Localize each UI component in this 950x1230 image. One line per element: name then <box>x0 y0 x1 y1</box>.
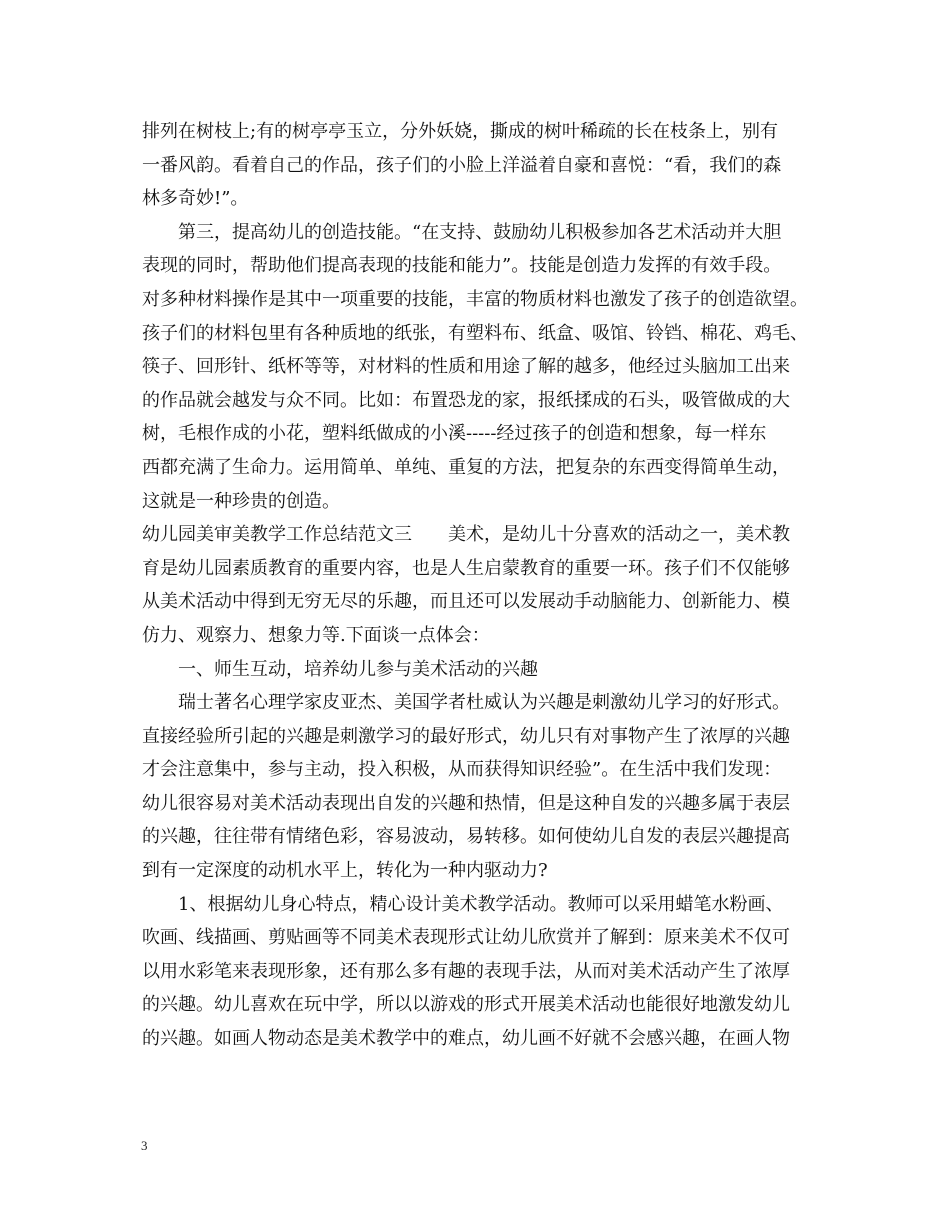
text-line: 幼儿园美审美教学工作总结范文三 美术，是幼儿十分喜欢的活动之一，美术教 <box>142 524 790 546</box>
text-line: 仿力、观察力、想象力等.下面谈一点体会： <box>142 624 490 646</box>
text-line: 这就是一种珍贵的创造。 <box>142 490 340 512</box>
page-number: 3 <box>141 1138 148 1153</box>
text-line: 孩子们的材料包里有各种质地的纸张，有塑料布、纸盒、吸馆、铃铛、棉花、鸡毛、 <box>142 322 808 344</box>
text-line: 吹画、线描画、剪贴画等不同美术表现形式让幼儿欣赏并了解到：原来美术不仅可 <box>142 927 790 949</box>
text-line: 一番风韵。看着自己的作品，孩子们的小脸上洋溢着自豪和喜悦：“看，我们的森 <box>142 154 782 176</box>
text-line: 到有一定深度的动机水平上，转化为一种内驱动力? <box>142 860 548 882</box>
text-line: 排列在树枝上;有的树亭亭玉立，分外妖娆，撕成的树叶稀疏的长在枝条上，别有 <box>142 121 779 142</box>
text-line: 西都充满了生命力。运用简单、单纯、重复的方法，把复杂的东西变得简单生动， <box>142 456 790 478</box>
text-line: 才会注意集中，参与主动，投入积极，从而获得知识经验”。在生活中我们发现： <box>142 759 782 781</box>
text-line: 幼儿很容易对美术活动表现出自发的兴趣和热情，但是这种自发的兴趣多属于表层 <box>142 792 790 814</box>
text-line: 的兴趣，往往带有情绪色彩，容易波动，易转移。如何使幼儿自发的表层兴趣提高 <box>142 826 790 848</box>
text-line: 筷子、回形针、纸杯等等，对材料的性质和用途了解的越多，他经过头脑加工出来 <box>142 356 790 378</box>
document-body <box>142 115 832 1056</box>
text-line: 从美术活动中得到无穷无尽的乐趣，而且还可以发展动手动脑能力、创新能力、模 <box>142 591 790 613</box>
text-line: 树，毛根作成的小花，塑料纸做成的小溪-----经过孩子的创造和想象，每一样东 <box>142 423 767 445</box>
text-line: 的兴趣。幼儿喜欢在玩中学，所以以游戏的形式开展美术活动也能很好地激发幼儿 <box>142 994 790 1016</box>
text-line: 一、师生互动，培养幼儿参与美术活动的兴趣 <box>178 658 538 680</box>
text-line: 林多奇妙!”。 <box>142 188 249 210</box>
text-line: 的作品就会越发与众不同。比如：布置恐龙的家，报纸揉成的石头，吸管做成的大 <box>142 389 790 411</box>
text-line: 直接经验所引起的兴趣是刺激学习的最好形式，幼儿只有对事物产生了浓厚的兴趣 <box>142 725 790 747</box>
text-line: 的兴趣。如画人物动态是美术教学中的难点，幼儿画不好就不会感兴趣，在画人物 <box>142 1028 790 1050</box>
text-line: 对多种材料操作是其中一项重要的技能，丰富的物质材料也激发了孩子的创造欲望。 <box>142 288 808 310</box>
text-line: 第三，提高幼儿的创造技能。“在支持、鼓励幼儿积极参加各艺术活动并大胆 <box>178 221 782 243</box>
text-line: 表现的同时，帮助他们提高表现的技能和能力”。技能是创造力发挥的有效手段。 <box>142 255 782 277</box>
text-line: 瑞士著名心理学家皮亚杰、美国学者杜威认为兴趣是刺激幼儿学习的好形式。 <box>178 692 790 714</box>
text-line: 1、根据幼儿身心特点，精心设计美术教学活动。教师可以采用蜡笔水粉画、 <box>178 893 784 915</box>
text-line: 以用水彩笔来表现形象，还有那么多有趣的表现手法，从而对美术活动产生了浓厚 <box>142 960 790 982</box>
text-line: 育是幼儿园素质教育的重要内容，也是人生启蒙教育的重要一环。孩子们不仅能够 <box>142 557 790 579</box>
